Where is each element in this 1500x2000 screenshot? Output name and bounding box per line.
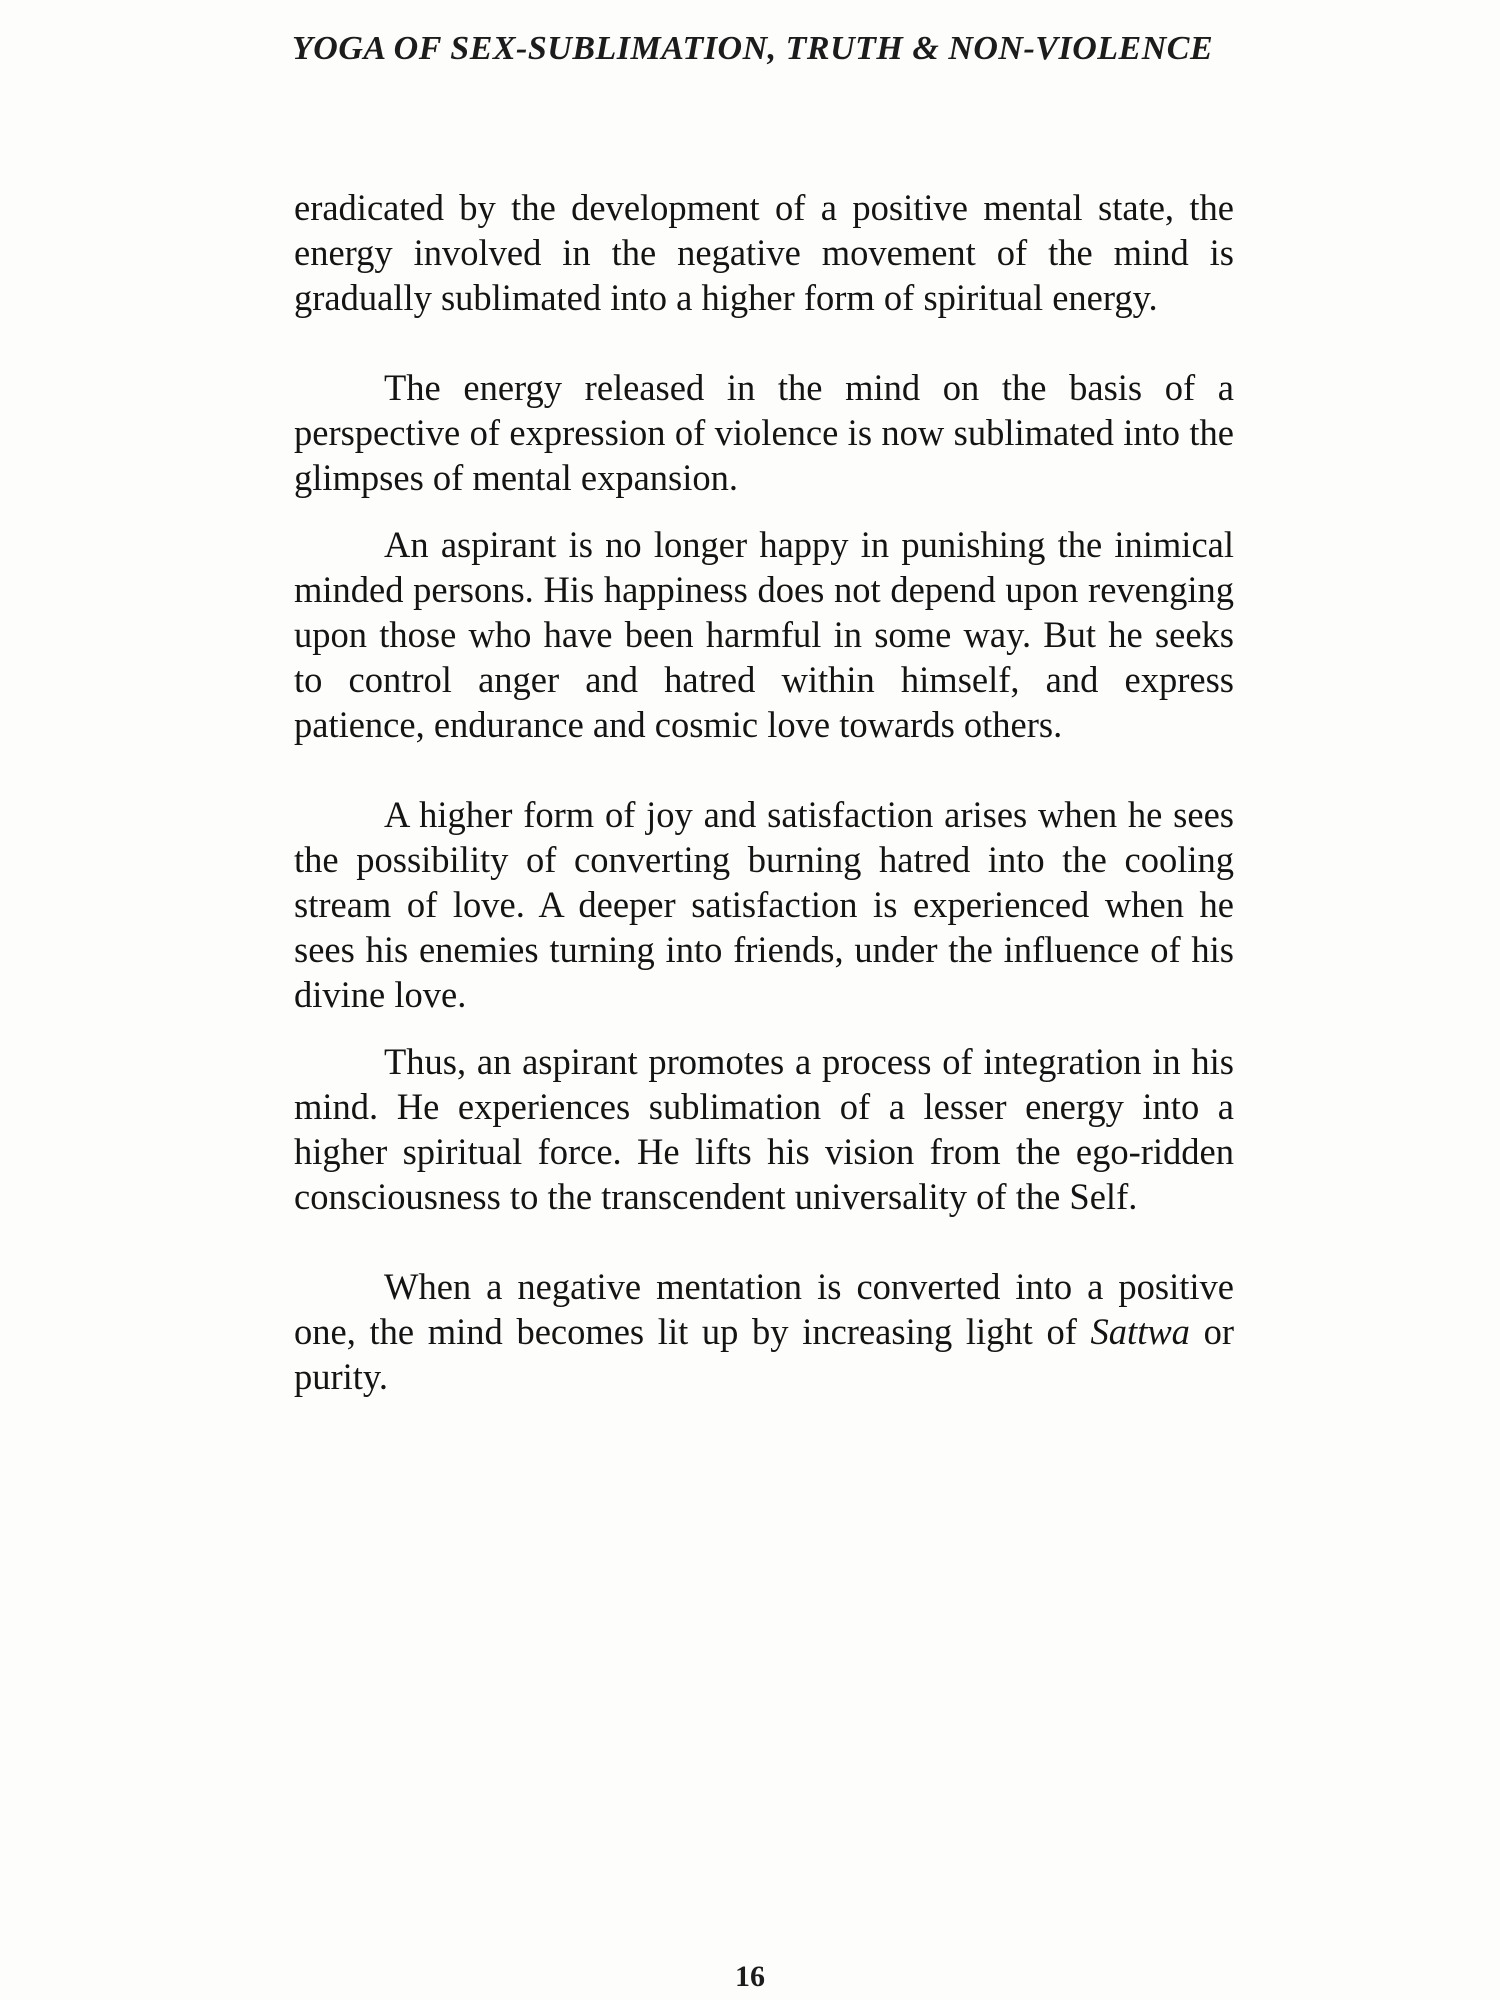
sattwa-term: Sattwa — [1090, 1311, 1190, 1352]
paragraph: Thus, an aspirant promotes a process of integration in his mind. He experiences sublimation of a lesser energy into a higher spiritual force. He lifts his vision from the ego-ridden consciousness to the transcendent universality of the Self. — [294, 1041, 1234, 1217]
paragraph-continued: eradicated by the development of a positive mental state, the energy involved in the negative movement of the mind is gradually sublimated into a higher form of spiritual energy. — [294, 187, 1234, 318]
running-head: YOGA OF SEX-SUBLIMATION, TRUTH & NON-VIOLENCE — [292, 30, 1214, 67]
paragraph-final — [294, 1264, 1234, 1399]
paragraph-text-end: or purity. — [294, 1311, 1235, 1397]
body-text — [294, 185, 1234, 1399]
paragraph: An aspirant is no longer happy in punishing the inimical minded persons. His happiness does not depend upon revenging upon those who have been harmful in some way. But he seeks to control anger and hatred within himself, and express patience, endurance and cosmic love towards others. — [294, 524, 1234, 745]
paragraph: A higher form of joy and satisfaction arises when he sees the possibility of converting burning hatred into the cooling stream of love. A deeper satisfaction is experienced when he sees his enemies turning into friends, under the influence of his divine love. — [294, 794, 1234, 1015]
paragraph: The energy released in the mind on the basis of a perspective of expression of violence is now sublimated into the glimpses of mental expansion. — [294, 367, 1234, 498]
paragraph-text: When a negative mentation is converted into a positive one, the mind becomes lit up by increasing light of — [294, 1266, 1234, 1352]
page-number: 16 — [735, 1960, 765, 1993]
